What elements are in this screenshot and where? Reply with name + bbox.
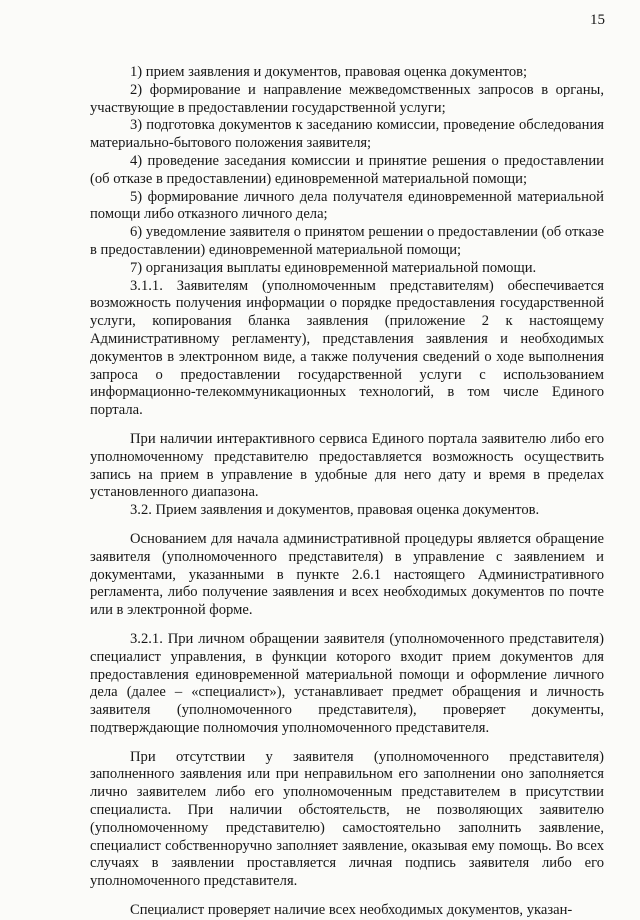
- paragraph-list-item-5: 5) формирование личного дела получателя единовременной материальной помощи либо отказного личного дела;: [90, 188, 604, 223]
- paragraph-specialist-checks: Специалист проверяет наличие всех необходимых документов, указан-: [130, 902, 573, 919]
- paragraph-list-item-4: 4) проведение заседания комиссии и принятие решения о предоставлении (об отказе в предоставлении) единовременной материальной помощи;: [90, 152, 604, 187]
- paragraph-3-1-1: 3.1.1. Заявителям (уполномоченным представителям) обеспечивается возможность получения информации о порядке предоставления государственной услуги, копирования бланка заявления (приложение 2 к настоящему Административному регламенту), представления заявления и необходимых документов в электронном виде, а также получения сведений о ходе выполнения запроса о предоставлении государственной услуги с использованием информационно-телекоммуникационных технологий, в том числе Единого портала.: [90, 277, 604, 419]
- paragraph-filling-application: При отсутствии у заявителя (уполномоченного представителя) заполненного заявления или при неправильном его заполнении оно заполняется лично заявителем либо его уполномоченным представителем в присутствии специалиста. При наличии обстоятельств, не позволяющих заявителю (уполномоченному представителю) самостоятельно заполнить заявление, специалист собственноручно заполняет заявление, оказывая ему помощь. Во всех случаях в заявлении проставляется личная подпись заявителя либо его уполномоченного представителя.: [90, 748, 604, 890]
- page-number: 15: [590, 12, 605, 28]
- paragraph-3-2-1: 3.2.1. При личном обращении заявителя (уполномоченного представителя) специалист управления, в функции которого входит прием документов для предоставления единовременной материальной помощи и оформление личного дела (далее – «специалист»), устанавливает предмет обращения и личность заявителя (уполномоченного представителя), проверяет документы, подтверждающие полномочия уполномоченного представителя.: [90, 630, 604, 736]
- paragraph-list-item-2: 2) формирование и направление межведомственных запросов в органы, участвующие в предоставлении государственной услуги;: [90, 81, 604, 116]
- paragraph-list-item-1: 1) прием заявления и документов, правовая оценка документов;: [130, 64, 528, 80]
- paragraph-basis: Основанием для начала административной процедуры является обращение заявителя (уполномоченного представителя) в управление с заявлением и документами, указанными в пункте 2.6.1 настоящего Административного регламента, либо получение заявления и всех необходимых документов по почте или в электронной форме.: [90, 530, 604, 619]
- section-heading-3-2: 3.2. Прием заявления и документов, правовая оценка документов.: [130, 502, 540, 519]
- document-body: [90, 64, 604, 920]
- paragraph-list-item-3: 3) подготовка документов к заседанию комиссии, проведение обследования материально-бытового положения заявителя;: [90, 117, 604, 152]
- paragraph-list-item-6: 6) уведомление заявителя о принятом решении о предоставлении (об отказе в предоставлении) единовременной материальной помощи;: [90, 224, 604, 258]
- paragraph-list-item-7: 7) организация выплаты единовременной материальной помощи.: [130, 259, 537, 276]
- paragraph-interactive-service: При наличии интерактивного сервиса Единого портала заявителю либо его уполномоченному представителю предоставляется возможность осуществить запись на прием в управление в удобные для него дату и время в пределах установленного диапазона.: [90, 430, 604, 501]
